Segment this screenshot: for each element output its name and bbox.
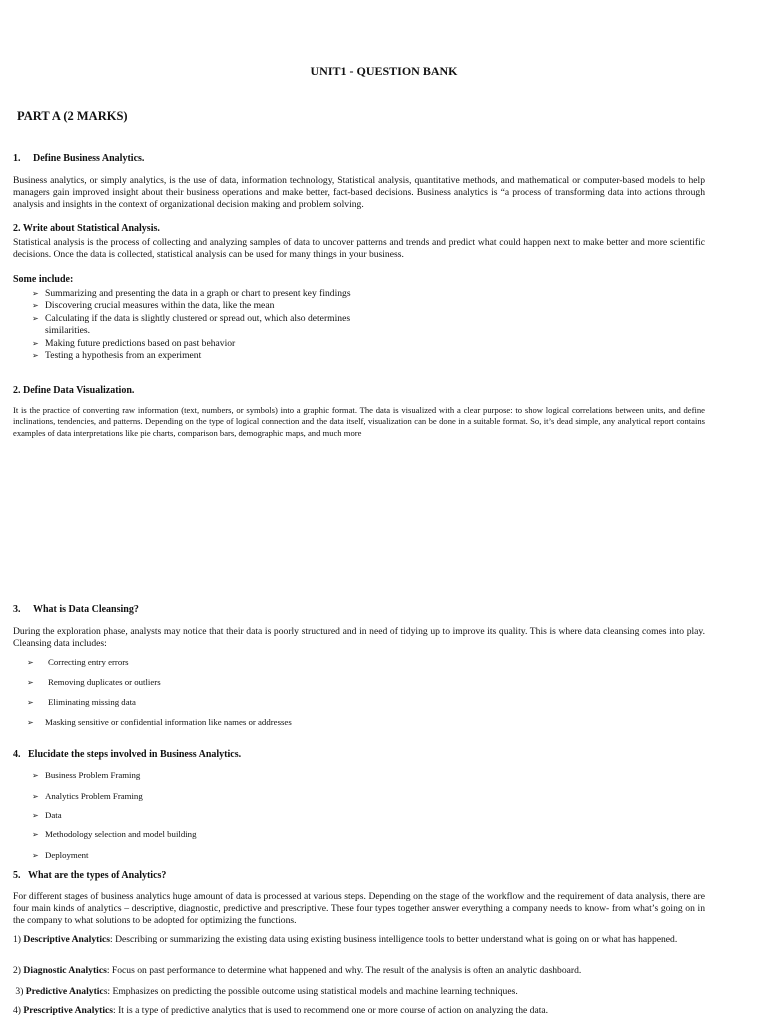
question-2-heading: 2. Write about Statistical Analysis. — [13, 223, 160, 234]
arrow-bullet-icon: ➢ — [32, 771, 39, 780]
question-5-heading — [13, 870, 166, 881]
question-title: Define Business Analytics. — [33, 153, 145, 164]
question-3-answer: During the exploration phase, analysts may notice that their data is poorly structured and in need of tidying up to improve its quality. This is where data cleansing comes into play. Cleansing data includes: — [13, 626, 705, 650]
arrow-bullet-icon: ➢ — [32, 792, 39, 801]
arrow-bullet-icon: ➢ — [27, 698, 34, 707]
question-title: What is Data Cleansing? — [33, 604, 139, 615]
list-item: ➢ Eliminating missing data — [27, 696, 136, 709]
question-3-heading — [13, 604, 139, 615]
statistical-analysis-list — [32, 288, 351, 362]
list-item: ➢ Deployment — [32, 849, 89, 862]
question-2b-answer: It is the practice of converting raw information (text, numbers, or symbols) into a graphic format. The data is visualized with a clear purpose: to show logical correlations between units, and define inclinations, tendencies, and patterns. Depending on the type of logical connection and the data itself, visualization can be done in a suitable format. So, it’s dead simple, any analytical report contains examples of data interpretations like pie charts, comparison bars, demographic maps, and much more — [13, 405, 705, 438]
arrow-bullet-icon: ➢ — [32, 830, 39, 839]
question-1-heading — [13, 153, 144, 164]
question-2b-heading: 2. Define Data Visualization. — [13, 385, 135, 396]
arrow-bullet-icon: ➢ — [27, 678, 34, 687]
question-title: What are the types of Analytics? — [28, 870, 167, 881]
question-number: 4. — [13, 749, 21, 760]
question-5-answer: For different stages of business analytics huge amount of data is processed at various steps. Depending on the stage of the workflow and the requirement of data analysis, there are four main kinds of analytics – descriptive, diagnostic, predictive and prescriptive. These four types together answer everything a company needs to know- from what’s going on in the company to what solutions to be adopted for optimizing the functions. — [13, 891, 705, 927]
arrow-bullet-icon: ➢ — [32, 338, 39, 348]
arrow-bullet-icon: ➢ — [32, 289, 39, 298]
question-number: 1. — [13, 153, 21, 164]
analytics-type-diagnostic: 2) Diagnostic Analytics: Focus on past performance to determine what happened and why. The result of the analysis is often an analytic dashboard. — [13, 965, 582, 976]
list-item: ➢ Analytics Problem Framing — [32, 790, 143, 803]
list-item: ➢ Discovering crucial measures within the data, like the mean — [32, 300, 275, 312]
arrow-bullet-icon: ➢ — [32, 811, 39, 820]
arrow-bullet-icon: ➢ — [27, 658, 34, 667]
question-title: Elucidate the steps involved in Business Analytics. — [28, 749, 242, 760]
analytics-type-predictive: 3) Predictive Analytics: Emphasizes on predicting the possible outcome using statistical models and machine learning techniques. — [13, 986, 518, 997]
list-item: ➢ Masking sensitive or confidential information like names or addresses — [27, 716, 292, 729]
list-item: ➢ Calculating if the data is slightly clustered or spread out, which also determines — [32, 312, 351, 324]
question-1-answer: Business analytics, or simply analytics, is the use of data, information technology, Statistical analysis, quantitative methods, and mathematical or computer-based models to help managers gain improved insight about their business operations and make better, fact-based decisions. Business analytics is “a process of transforming data into actions through analysis and insights in the context of organizational decision making and problem solving. — [13, 175, 705, 211]
list-item: ➢ Correcting entry errors — [27, 656, 129, 669]
question-4-heading — [13, 749, 241, 760]
list-item: ➢ Making future predictions based on past behavior — [32, 337, 236, 349]
arrow-bullet-icon: ➢ — [32, 301, 39, 311]
list-item: ➢ Testing a hypothesis from an experiment — [32, 350, 202, 362]
question-number: 5. — [13, 870, 21, 881]
list-item: ➢ Removing duplicates or outliers — [27, 676, 161, 689]
arrow-bullet-icon: ➢ — [32, 851, 39, 860]
list-item: ➢ Methodology selection and model building — [32, 828, 196, 841]
arrow-bullet-icon: ➢ — [27, 718, 34, 727]
analytics-type-prescriptive: 4) Prescriptive Analytics: It is a type of predictive analytics that is used to recommend one or more course of action on analyzing the data. — [13, 1005, 549, 1016]
list-item-continuation: similarities. — [45, 325, 91, 337]
question-number: 3. — [13, 604, 21, 615]
arrow-bullet-icon: ➢ — [32, 313, 39, 323]
arrow-bullet-icon: ➢ — [32, 351, 39, 361]
list-item: ➢ Business Problem Framing — [32, 769, 140, 782]
part-heading: PART A (2 MARKS) — [17, 109, 128, 123]
some-include-label: Some include: — [13, 274, 74, 285]
document-title: UNIT1 - QUESTION BANK — [310, 64, 458, 78]
list-item: ➢ Summarizing and presenting the data in a graph or chart to present key findings — [32, 288, 351, 299]
analytics-type-descriptive: 1) Descriptive Analytics: Describing or summarizing the existing data using existing business intelligence tools to better understand what is going on or what has happened. — [13, 934, 678, 945]
question-2-answer: Statistical analysis is the process of collecting and analyzing samples of data to uncover patterns and trends and predict what could happen next to make better and more scientific decisions. Once the data is collected, statistical analysis can be used for many things in your business. — [13, 237, 705, 261]
list-item: ➢ Data — [32, 809, 62, 822]
